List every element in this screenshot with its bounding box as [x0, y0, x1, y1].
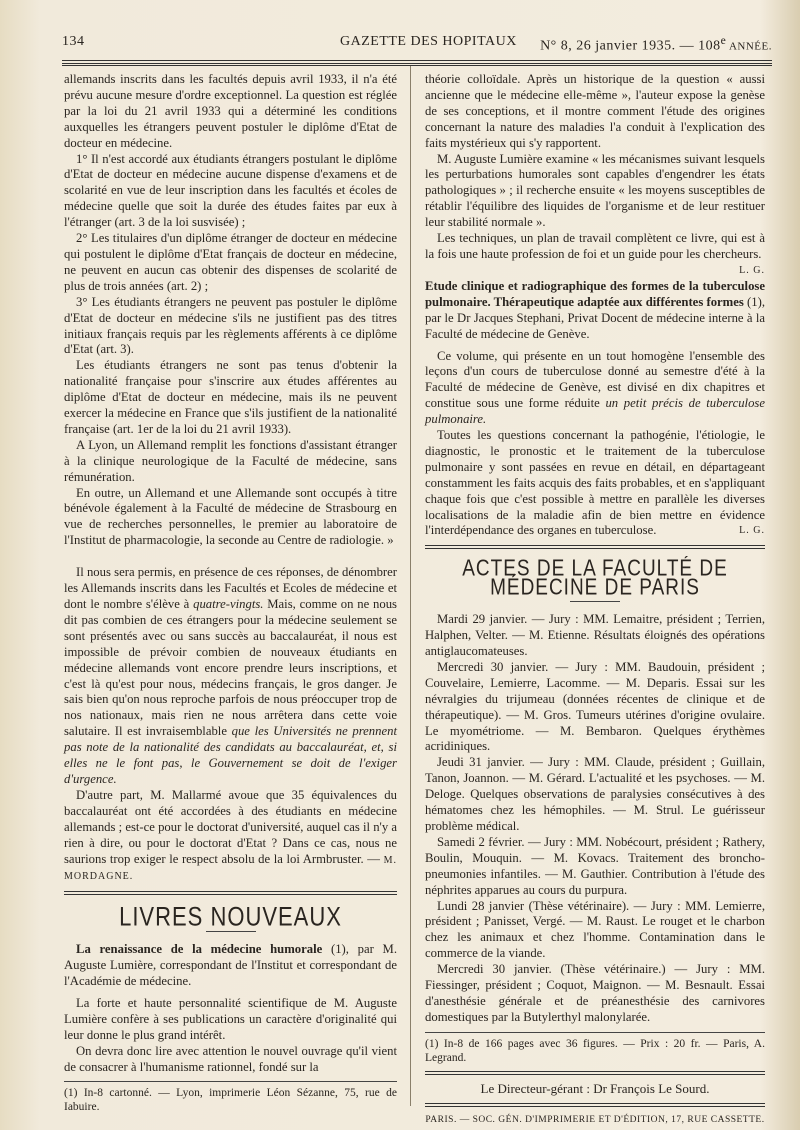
paragraph: 3° Les étudiants étrangers ne peuvent pas postuler le diplôme d'Etat de docteur en médecine s'ils ne justifient pas des titres initiaux français requis par les règlements afférents à ce diplôme d'Etat (art. 3).: [64, 294, 397, 357]
issue-sup: e: [720, 34, 727, 47]
footer-rule: [425, 1071, 765, 1075]
book-author: (1), par M. Auguste Lumière, correspondant de l'Institut et correspondant de l'Académie de médecine.: [64, 942, 397, 989]
signature: L. G.: [739, 525, 765, 537]
paragraph: [64, 788, 397, 885]
text-run: Mais, comme on ne nous dit pas combien de ces étrangers pour la médecine seulement se sont présentés avec ou sans succès au baccalauréat, il nous est impossible de prévoir combien de nouveaux étudiants en médecine allemands vont encore prendre leurs inscriptions, et c'est là qu'est pour nous, médecins français, le gros danger. Je sais bien qu'on nous reproche parfois de nous préoccuper trop de nos nationaux, mais rien ne nous arrêtera dans cette voie salutaire. Il est invraisemblable: [64, 597, 397, 739]
footnote: (1) In-8 de 166 pages avec 36 figures. — Prix : 20 fr. — Paris, A. Legrand.: [425, 1037, 765, 1064]
footnote-rule: [64, 1081, 397, 1082]
paragraph: [425, 231, 765, 276]
journal-title: GAZETTE DES HOPITAUX: [340, 34, 517, 49]
section-rule: [64, 891, 397, 895]
italic-run: quatre-vingts.: [193, 597, 264, 611]
left-column: [64, 72, 397, 1114]
book-title: Etude clinique et radiographique des formes de la tuberculose pulmonaire. Thérapeutique adaptée aux différentes formes: [425, 278, 765, 309]
page-header: [62, 34, 772, 56]
paragraph: 1° Il n'est accordé aux étudiants étrangers postulant le diplôme d'Etat de docteur en médecine aucune dispense d'examens et de scolarité en vue de leur inscription dans les facultés et écoles de médecine quelle que soit la durée des études faites par eux à l'étranger (art. 3 de la loi susvisée) ;: [64, 151, 397, 230]
paragraph: M. Auguste Lumière examine « les mécanismes suivant lesquels les perturbations humorales sont capables d'engendrer les états pathologiques » ; il recherche ensuite « les moyens susceptibles de rétablir l'équilibre des liquides de l'organisme et de leur restituer leur stabilité normale ».: [425, 151, 765, 230]
title-rule: [570, 601, 620, 602]
section-rule: [425, 545, 765, 549]
paragraph: Lundi 28 janvier (Thèse vétérinaire). — Jury : MM. Lemierre, président ; Panisset, Vergé. — M. Raust. Le rouget et le charbon chez les animaux et chez l'homme. Contamination dans le commerce de la viande.: [425, 898, 765, 961]
book-entry: [425, 279, 765, 343]
paragraph: [425, 349, 765, 429]
paragraph: Mercredi 30 janvier. — Jury : MM. Baudouin, président ; Couvelaire, Lemierre, Lacomme. — M. Deparis. Essai sur les névralgies du trijumeau (données récentes de clinique et de thérapeutique). — M. Gros. Tumeurs utérines d'origine ovulaire. Le myométriome. — M. Bembaron. Quelques érythèmes acridiniques.: [425, 659, 765, 754]
paragraph: 2° Les titulaires d'un diplôme étranger de docteur en médecine qui postulent le diplôme d'Etat français de docteur en médecine, ne peuvent en aucun cas obtenir des dispenses de scolarité de plus de trois années (art. 2) ;: [64, 231, 397, 293]
text-run: Les techniques, un plan de travail complètent ce livre, qui est à la fois une haute profession de foi et un guide pour les chercheurs.: [425, 231, 765, 261]
paragraph: [425, 428, 765, 539]
footnote: (1) In-8 cartonné. — Lyon, imprimerie Léon Sézanne, 75, rue de Iabuire.: [64, 1087, 397, 1114]
header-rule: [62, 60, 772, 66]
signature: L. G.: [739, 264, 765, 276]
text-run: Toutes les questions concernant la pathogénie, l'étiologie, le diagnostic, le pronostic et le traitement de la tuberculose pulmonaire y sont passées en revue en détail, en départageant constamment les faits acquis des faits probables, et en s'appliquant chaque fois que c'est possible à mettre en parallèle les diverses localisations de la maladie afin de bien mettre en évidence l'interdépendance des organes en tuberculose.: [425, 428, 765, 538]
issue-info: [540, 34, 772, 55]
text-run: Ce volume, qui présente en un tout homogène l'ensemble des leçons d'un cours de tuberculose donné au semestre d'été à la Faculté de médecine de Genève, est divisé en dix chapitres et constitue sous une forme réduite: [425, 348, 765, 411]
footnote-rule: [425, 1032, 765, 1033]
paragraph: La forte et haute personnalité scientifique de M. Auguste Lumière confère à ses publications un caractère d'originalité qui leur donne le plus grand intérêt.: [64, 995, 397, 1042]
paragraph: Mardi 29 janvier. — Jury : MM. Lemaitre, président ; Terrien, Halphen, Velter. — M. Etienne. Résultats éloignés des opérations antiglaucomateuses.: [425, 612, 765, 658]
section-title-actes: ACTES DE LA FACULTÉ DE MÉDECINE DE PARIS: [462, 556, 728, 601]
paragraph: Mercredi 30 janvier. (Thèse vétérinaire.) — Jury : MM. Fiessinger, président ; Coquot, Maignon. — M. Besnault. Essai d'anesthésie générale et de préanesthésie des carnivores domestiques par la Butylerthyl malonylarée.: [425, 962, 765, 1024]
column-divider: [410, 66, 411, 1106]
paragraph: théorie colloïdale. Après un historique de la question « aussi ancienne que le médecine elle-même », l'auteur expose la genèse de ses conceptions, et il montre comment l'étude des origines concernant la nature des maladies l'a conduit à l'explication des faits mystérieux qui s'y rapportent.: [425, 72, 765, 150]
imprimerie: PARIS. — SOC. GÉN. D'IMPRIMERIE ET D'ÉDITION, 17, RUE CASSETTE.: [425, 1114, 765, 1125]
text-run: Il nous sera permis, en présence de ces réponses, de dénombrer les Allemands inscrits dans les Facultés et Ecoles de médecine et dont le nombre s'élève à: [64, 565, 397, 611]
signature: M. MORDAGNE.: [64, 854, 397, 883]
footer-rule: [425, 1103, 765, 1107]
issue-date: N° 8, 26 janvier 1935. — 108: [540, 38, 721, 54]
text-run: D'autre part, M. Mallarmé avoue que 35 équivalences du baccalauréat ont été accordées à des étudiants en médecine allemands ; est-ce pour le doctorat d'université, auquel cas il n'y a rien à dire, ou pour le doctorat d'Etat ? Dans ce cas, nous ne saurions trop exiger le respect absolu de la loi Armbruster. —: [64, 787, 397, 866]
paragraph: [64, 565, 397, 788]
paragraph: Samedi 2 février. — Jury : MM. Nobécourt, président ; Rathery, Boulin, Mouquin. — M. Kovacs. Traitement des broncho-pneumonies infantiles. — M. Gauthier. Contribution à l'étude des néphrites apparues au cours du purpura.: [425, 834, 765, 897]
book-title: La renaissance de la médecine humorale: [76, 942, 323, 957]
directeur-gerant: Le Directeur-gérant : Dr François Le Sourd.: [480, 1080, 710, 1096]
paragraph: On devra donc lire avec attention le nouvel ouvrage qu'il vient de consacrer à l'humanisme rationnel, fondé sur la: [64, 1043, 397, 1074]
issue-year: ANNÉE.: [726, 40, 772, 53]
italic-run: un petit précis de tuberculose pulmonaire.: [425, 396, 765, 427]
paragraph: allemands inscrits dans les facultés depuis avril 1933, il n'a été prévu aucune mesure d'ordre exceptionnel. La question est réglée par la loi du 21 avril 1933 qui a déterminé les conditions auxquelles les étrangers peuvent postuler le diplôme d'Etat de docteur en médecine.: [64, 72, 397, 150]
right-column: [425, 72, 765, 1129]
paragraph: Jeudi 31 janvier. — Jury : MM. Claude, président ; Guillain, Tanon, Joannon. — M. Gérard. L'actualité et les psychoses. — M. Deloge. Quelques observations de paralysies consécutives à des hématomes chez les hémophiles. — M. Strul. Le guérisseur problème médical.: [425, 755, 765, 833]
book-author: (1), par le Dr Jacques Stephani, Privat Docent de médecine interne à la Faculté de médecine de Genève.: [425, 294, 765, 341]
page-number: 134: [62, 34, 85, 49]
paragraph: A Lyon, un Allemand remplit les fonctions d'assistant étranger à la clinique neurologique de la Faculté de médecine, sans rémunération.: [64, 437, 397, 484]
section-title-livres: LIVRES NOUVEAUX: [119, 901, 342, 932]
paragraph: Les étudiants étrangers ne sont pas tenus d'obtenir la nationalité française pour s'inscrire aux études afférentes au diplôme d'Etat de docteur en médecine, mais ils ne peuvent exercer la médecine en France que s'ils justifient de la nationalité française (art. 1er de la loi du 21 avril 1933).: [64, 358, 397, 436]
paragraph: En outre, un Allemand et une Allemande sont occupés à titre bénévole également à la Faculté de médecine de Strasbourg en vue de recherches personnelles, le premier au laboratoire de l'Institut de pharmacologie, la seconde au Centre de radiologie. »: [64, 485, 397, 548]
italic-run: que les Universités ne prennent pas note de la nationalité des candidats au baccalauréat, et, si elles ne le font pas, le Gouvernement se doit de l'exiger d'urgence.: [64, 724, 397, 786]
book-entry: [64, 942, 397, 990]
